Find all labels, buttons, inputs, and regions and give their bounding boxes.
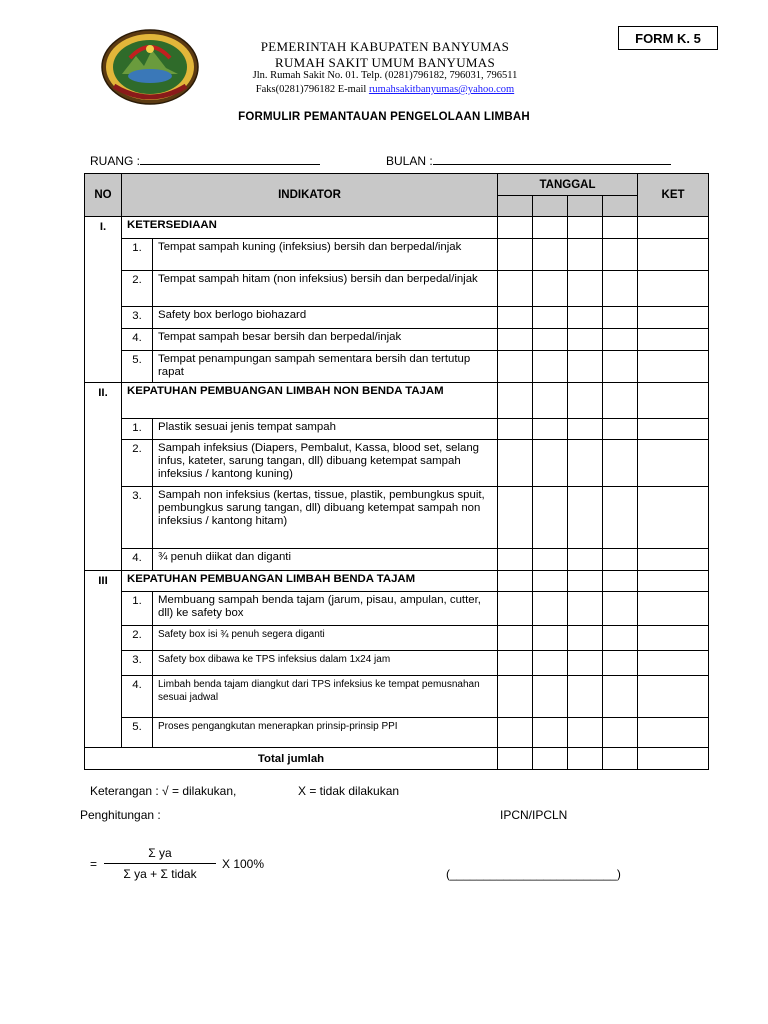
indicator-number: 5. xyxy=(122,351,153,383)
date-check-cell[interactable] xyxy=(498,651,533,676)
indicator-number: 2. xyxy=(122,626,153,651)
indicator-row xyxy=(85,676,709,718)
indicator-text: Sampah non infeksius (kertas, tissue, plastik, pembungkus spuit, pembungkus sarung tangan, dll) dibuang ketempat sampah non infeksius / kantong hitam) xyxy=(153,487,498,549)
indicator-number: 1. xyxy=(122,239,153,271)
section-title: KETERSEDIAAN xyxy=(122,217,498,239)
date-check-cell[interactable] xyxy=(568,676,603,718)
indicator-text: Sampah infeksius (Diapers, Pembalut, Kassa, blood set, selang infus, kateter, sarung tangan, dll) dibuang ketempat sampah infeksius / kantong kuning) xyxy=(153,440,498,487)
indicator-row xyxy=(85,718,709,748)
date-check-cell[interactable] xyxy=(603,440,638,487)
note-cell[interactable] xyxy=(638,440,709,487)
date-check-cell[interactable] xyxy=(498,217,533,239)
date-check-cell[interactable] xyxy=(498,549,533,571)
legend xyxy=(90,784,400,798)
note-cell[interactable] xyxy=(638,383,709,419)
section-number: III xyxy=(85,571,122,748)
header-hospital: RUMAH SAKIT UMUM BANYUMAS xyxy=(275,55,495,70)
indicator-row xyxy=(85,329,709,351)
indicator-number: 4. xyxy=(122,549,153,571)
legend-not-done: X = tidak dilakukan xyxy=(298,784,400,798)
indicator-row xyxy=(85,351,709,383)
date-check-cell[interactable] xyxy=(533,718,568,748)
date-check-cell[interactable] xyxy=(498,748,533,770)
signer-role: IPCN/IPCLN xyxy=(500,808,568,822)
header-date: TANGGAL xyxy=(498,174,638,196)
section-title: KEPATUHAN PEMBUANGAN LIMBAH NON BENDA TAJAM xyxy=(122,383,498,419)
note-cell[interactable] xyxy=(638,592,709,626)
date-check-cell[interactable] xyxy=(533,748,568,770)
date-check-cell[interactable] xyxy=(533,571,568,592)
indicator-number: 1. xyxy=(122,592,153,626)
formula-percent: X 100% xyxy=(222,857,265,871)
date-check-cell[interactable] xyxy=(568,329,603,351)
document-title: FORMULIR PEMANTAUAN PENGELOLAAN LIMBAH xyxy=(238,111,530,123)
indicator-row xyxy=(85,592,709,626)
total-label: Total jumlah xyxy=(85,748,498,770)
note-cell[interactable] xyxy=(638,351,709,383)
date-col-2 xyxy=(533,196,568,217)
formula-numerator: Σ ya xyxy=(148,846,172,860)
date-check-cell[interactable] xyxy=(568,419,603,440)
form-code: FORM K. 5 xyxy=(618,26,718,50)
date-check-cell[interactable] xyxy=(568,651,603,676)
header-fax: Faks(0281)796182 E-mail xyxy=(255,84,369,95)
calculation-label: Penghitungan : xyxy=(80,808,161,822)
date-check-cell[interactable] xyxy=(603,651,638,676)
date-check-cell[interactable] xyxy=(533,351,568,383)
indicator-number: 2. xyxy=(122,440,153,487)
indicator-row xyxy=(85,549,709,571)
date-check-cell[interactable] xyxy=(568,271,603,307)
date-check-cell[interactable] xyxy=(603,217,638,239)
date-check-cell[interactable] xyxy=(603,239,638,271)
date-check-cell[interactable] xyxy=(533,271,568,307)
formula-equals: = xyxy=(90,857,98,871)
indicator-text: Limbah benda tajam diangkut dari TPS infeksius ke tempat pemusnahan sesuai jadwal xyxy=(153,676,498,718)
indicator-row xyxy=(85,487,709,549)
date-check-cell[interactable] xyxy=(533,239,568,271)
indicator-text: Safety box berlogo biohazard xyxy=(153,307,498,329)
indicator-number: 4. xyxy=(122,329,153,351)
indicator-number: 3. xyxy=(122,307,153,329)
indicator-row xyxy=(85,651,709,676)
indicator-text: Plastik sesuai jenis tempat sampah xyxy=(153,419,498,440)
date-check-cell[interactable] xyxy=(568,351,603,383)
note-cell[interactable] xyxy=(638,329,709,351)
date-check-cell[interactable] xyxy=(568,239,603,271)
date-col-3 xyxy=(568,196,603,217)
date-check-cell[interactable] xyxy=(533,307,568,329)
indicator-number: 2. xyxy=(122,271,153,307)
note-cell[interactable] xyxy=(638,651,709,676)
signature-line[interactable]: (_________________________) xyxy=(446,867,621,881)
date-check-cell[interactable] xyxy=(603,351,638,383)
date-check-cell[interactable] xyxy=(568,592,603,626)
date-check-cell[interactable] xyxy=(603,329,638,351)
date-check-cell[interactable] xyxy=(603,549,638,571)
date-check-cell[interactable] xyxy=(603,626,638,651)
section-row xyxy=(85,383,709,419)
date-check-cell[interactable] xyxy=(568,571,603,592)
date-check-cell[interactable] xyxy=(568,487,603,549)
date-check-cell[interactable] xyxy=(568,748,603,770)
date-check-cell[interactable] xyxy=(568,217,603,239)
indicator-text: Tempat penampungan sampah sementara bersih dan tertutup rapat xyxy=(153,351,498,383)
date-check-cell[interactable] xyxy=(603,307,638,329)
indicator-text: Tempat sampah kuning (infeksius) bersih dan berpedal/injak xyxy=(153,239,498,271)
note-cell[interactable] xyxy=(638,549,709,571)
date-check-cell[interactable] xyxy=(533,676,568,718)
total-row xyxy=(85,748,709,770)
indicator-row xyxy=(85,271,709,307)
date-check-cell[interactable] xyxy=(498,383,533,419)
indicator-text: Tempat sampah besar bersih dan berpedal/injak xyxy=(153,329,498,351)
indicator-row xyxy=(85,239,709,271)
date-check-cell[interactable] xyxy=(533,487,568,549)
note-cell[interactable] xyxy=(638,217,709,239)
date-check-cell[interactable] xyxy=(533,329,568,351)
date-check-cell[interactable] xyxy=(498,487,533,549)
date-check-cell[interactable] xyxy=(498,307,533,329)
indicator-text: ¾ penuh diikat dan diganti xyxy=(153,549,498,571)
indicator-number: 3. xyxy=(122,651,153,676)
note-cell[interactable] xyxy=(638,239,709,271)
indicator-text: Tempat sampah hitam (non infeksius) bersih dan berpedal/injak xyxy=(153,271,498,307)
date-check-cell[interactable] xyxy=(498,626,533,651)
date-check-cell[interactable] xyxy=(498,718,533,748)
table-body xyxy=(85,217,709,770)
indicator-text: Membuang sampah benda tajam (jarum, pisau, ampulan, cutter, dll) ke safety box xyxy=(153,592,498,626)
date-check-cell[interactable] xyxy=(603,592,638,626)
room-field xyxy=(90,153,320,168)
date-check-cell[interactable] xyxy=(533,419,568,440)
note-cell[interactable] xyxy=(638,626,709,651)
date-check-cell[interactable] xyxy=(533,383,568,419)
date-check-cell[interactable] xyxy=(533,592,568,626)
header-contact xyxy=(200,84,570,95)
header-note: KET xyxy=(638,174,709,217)
note-cell[interactable] xyxy=(638,271,709,307)
date-check-cell[interactable] xyxy=(498,239,533,271)
indicator-text: Safety box dibawa ke TPS infeksius dalam 1x24 jam xyxy=(153,651,498,676)
date-check-cell[interactable] xyxy=(603,676,638,718)
date-check-cell[interactable] xyxy=(533,440,568,487)
note-cell[interactable] xyxy=(638,419,709,440)
note-cell[interactable] xyxy=(638,487,709,549)
date-check-cell[interactable] xyxy=(533,217,568,239)
room-input-line[interactable] xyxy=(140,153,320,165)
date-check-cell[interactable] xyxy=(498,329,533,351)
section-row xyxy=(85,217,709,239)
section-number: II. xyxy=(85,383,122,571)
indicator-text: Proses pengangkutan menerapkan prinsip-prinsip PPI xyxy=(153,718,498,748)
date-col-1 xyxy=(498,196,533,217)
section-number: I. xyxy=(85,217,122,383)
note-cell[interactable] xyxy=(638,676,709,718)
note-cell[interactable] xyxy=(638,307,709,329)
date-check-cell[interactable] xyxy=(603,487,638,549)
header-indicator: INDIKATOR xyxy=(122,174,498,217)
monitoring-table xyxy=(84,173,709,770)
date-check-cell[interactable] xyxy=(568,307,603,329)
indicator-number: 3. xyxy=(122,487,153,549)
date-check-cell[interactable] xyxy=(498,419,533,440)
month-input-line[interactable] xyxy=(433,153,671,165)
date-check-cell[interactable] xyxy=(603,383,638,419)
indicator-row xyxy=(85,419,709,440)
date-col-4 xyxy=(603,196,638,217)
header-address: Jln. Rumah Sakit No. 01. Telp. (0281)796182, 796031, 796511 xyxy=(252,70,518,81)
section-title: KEPATUHAN PEMBUANGAN LIMBAH BENDA TAJAM xyxy=(122,571,498,592)
date-check-cell[interactable] xyxy=(568,549,603,571)
date-check-cell[interactable] xyxy=(498,571,533,592)
note-cell[interactable] xyxy=(638,571,709,592)
date-check-cell[interactable] xyxy=(533,651,568,676)
indicator-row xyxy=(85,440,709,487)
date-check-cell[interactable] xyxy=(498,271,533,307)
date-check-cell[interactable] xyxy=(533,549,568,571)
header-no: NO xyxy=(85,174,122,217)
formula-fraction-bar xyxy=(104,863,216,864)
note-cell[interactable] xyxy=(638,748,709,770)
date-check-cell[interactable] xyxy=(498,440,533,487)
indicator-number: 1. xyxy=(122,419,153,440)
regency-emblem-icon xyxy=(100,28,200,106)
note-cell[interactable] xyxy=(638,718,709,748)
indicator-number: 4. xyxy=(122,676,153,718)
legend-done: Keterangan : √ = dilakukan, xyxy=(90,784,237,798)
indicator-text: Safety box isi ¾ penuh segera diganti xyxy=(153,626,498,651)
date-check-cell[interactable] xyxy=(568,383,603,419)
formula-denominator: Σ ya + Σ tidak xyxy=(123,867,197,881)
date-check-cell[interactable] xyxy=(568,718,603,748)
indicator-row xyxy=(85,307,709,329)
date-check-cell[interactable] xyxy=(568,440,603,487)
date-check-cell[interactable] xyxy=(498,351,533,383)
section-row xyxy=(85,571,709,592)
indicator-number: 5. xyxy=(122,718,153,748)
date-check-cell[interactable] xyxy=(603,718,638,748)
date-check-cell[interactable] xyxy=(603,748,638,770)
date-check-cell[interactable] xyxy=(603,419,638,440)
date-check-cell[interactable] xyxy=(603,571,638,592)
month-label: BULAN : xyxy=(386,154,433,168)
header-government: PEMERINTAH KABUPATEN BANYUMAS xyxy=(260,39,510,54)
room-label: RUANG : xyxy=(90,154,141,168)
date-check-cell[interactable] xyxy=(603,271,638,307)
date-check-cell[interactable] xyxy=(498,676,533,718)
date-check-cell[interactable] xyxy=(533,626,568,651)
date-check-cell[interactable] xyxy=(568,626,603,651)
month-field xyxy=(386,153,671,168)
indicator-row xyxy=(85,626,709,651)
date-check-cell[interactable] xyxy=(498,592,533,626)
header-email-link[interactable]: rumahsakitbanyumas@yahoo.com xyxy=(368,84,515,95)
